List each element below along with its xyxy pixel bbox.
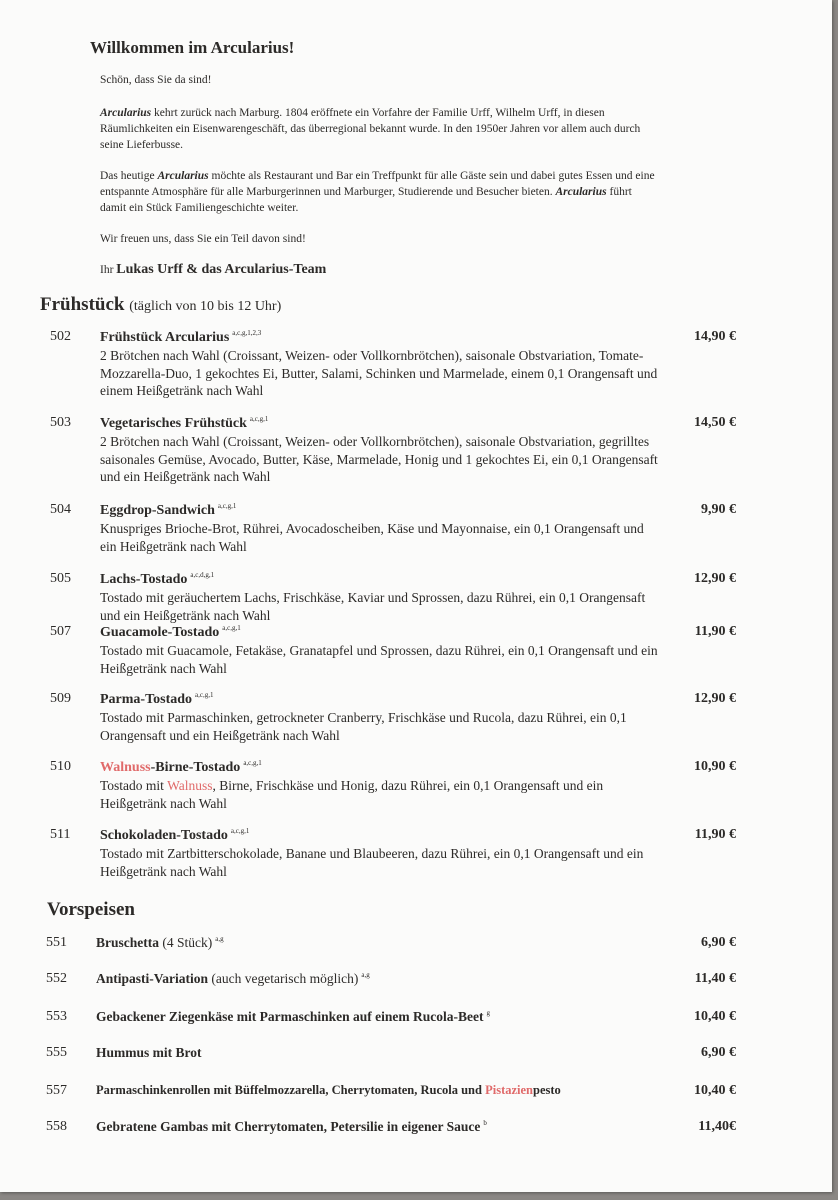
- item-name-text: Bruschetta: [96, 935, 159, 950]
- item-number: 552: [46, 971, 67, 986]
- item-description: 2 Brötchen nach Wahl (Croissant, Weizen- oder Vollkornbrötchen), saisonale Obstvariation, gegrilltes saisonales Gemüse, Avocado, Butter, Käse, Marmelade, Honig und 1 gekochtes Ei, ein 0,1 Orangensaft und ein Heißgetränk nach Wahl: [100, 434, 658, 484]
- item-description: Knuspriges Brioche-Brot, Rührei, Avocadoscheiben, Käse und Mayonnaise, ein 0,1 Orangensaft und ein Heißgetränk nach Wahl: [100, 521, 644, 554]
- item-number: 502: [50, 329, 71, 344]
- item-description: Tostado mit Guacamole, Fetakäse, Granatapfel und Sprossen, dazu Rührei, ein 0,1 Orangensaft und ein Heißgetränk nach Wahl: [100, 643, 658, 676]
- menu-item: [0, 1119, 832, 1139]
- item-name-text: Lachs-Tostado: [100, 572, 188, 587]
- signature-prefix: Ihr: [100, 264, 117, 276]
- item-price: 10,40 €: [694, 1083, 736, 1098]
- item-name-text: Guacamole-Tostado: [100, 625, 220, 640]
- item-name-text: Parmaschinkenrollen mit Büffelmozzarella, Cherrytomaten, Rucola und: [96, 1083, 486, 1097]
- brand-name: Arcularius: [157, 170, 209, 182]
- item-name-text: Antipasti-Variation: [96, 971, 209, 986]
- item-name-text: Gebackener Ziegenkäse mit Parmaschinken auf einem Rucola-Beet: [96, 1009, 484, 1024]
- greeting: Schön, dass Sie da sind!: [100, 74, 212, 86]
- item-name: [100, 415, 268, 432]
- item-name: [100, 624, 241, 641]
- concept-text-end: führt damit ein Stück Familiengeschichte weiter.: [100, 186, 632, 214]
- section-title-text: Frühstück: [40, 294, 125, 315]
- allergen-codes: a,g: [361, 971, 370, 979]
- item-description: [100, 777, 660, 812]
- item-name: [100, 502, 236, 519]
- item-name-text: Vegetarisches Frühstück: [100, 416, 247, 431]
- allergen-codes: a,c,g,1: [217, 502, 237, 510]
- history-paragraph: [100, 105, 660, 153]
- section-title-vorspeisen: Vorspeisen: [47, 899, 135, 920]
- welcome-title: Willkommen im Arcularius!: [90, 38, 295, 57]
- item-name: [100, 691, 214, 708]
- allergen-codes: a,c,g,1: [243, 759, 262, 767]
- concept-text-start: Das heutige: [100, 170, 158, 182]
- signature: [100, 262, 326, 278]
- item-price: 14,50 €: [694, 415, 736, 430]
- item-price: 6,90 €: [701, 935, 736, 950]
- allergen-codes: a,c,g,1: [195, 691, 214, 699]
- item-name-end: pesto: [533, 1083, 561, 1097]
- item-number: 558: [46, 1119, 67, 1134]
- allergen-codes: g: [486, 1009, 490, 1017]
- item-description: 2 Brötchen nach Wahl (Croissant, Weizen- oder Vollkornbrötchen), saisonale Obstvariation, Tomate-Mozzarella-Duo, 1 gekochtes Ei, Butter, Salami, Schinken und Marmelade, einem 0,1 Orangensaft und einem Heißgetränk nach Wahl: [100, 348, 658, 398]
- item-name: [100, 827, 249, 844]
- item-price: 11,90 €: [694, 624, 736, 639]
- item-price: 10,40 €: [694, 1009, 736, 1024]
- item-name-text: Parma-Tostado: [100, 692, 193, 707]
- item-price: 11,40€: [698, 1119, 736, 1134]
- item-price: 12,90 €: [694, 571, 736, 586]
- allergen-codes: a,c,g,1: [222, 624, 241, 632]
- signature-name: Lukas Urff & das Arcularius-Team: [116, 262, 327, 277]
- allergen-codes: a,c,g,1: [249, 415, 269, 423]
- concept-paragraph: [100, 168, 660, 216]
- allergen-codes: b: [483, 1119, 487, 1127]
- item-number: 551: [46, 935, 67, 950]
- item-price: 12,90 €: [694, 691, 736, 706]
- item-name: [96, 1045, 202, 1061]
- item-number: 555: [46, 1045, 67, 1060]
- item-name: [96, 1009, 490, 1025]
- item-name: [96, 971, 370, 987]
- menu-item: [0, 1045, 832, 1065]
- item-number: 507: [50, 624, 71, 639]
- brand-name: Arcularius: [555, 186, 607, 198]
- allergen-highlight: Walnuss: [100, 760, 151, 775]
- allergen-highlight: Walnuss: [167, 778, 213, 793]
- item-number: 557: [46, 1083, 67, 1098]
- item-name-text: Schokoladen-Tostado: [100, 828, 228, 843]
- item-number: 511: [50, 827, 71, 842]
- item-number: 503: [50, 415, 71, 430]
- menu-item: [0, 935, 832, 955]
- item-number: 505: [50, 571, 71, 586]
- item-name: [100, 329, 261, 346]
- item-name-text: Hummus mit Brot: [96, 1045, 202, 1060]
- item-name: [96, 1119, 487, 1135]
- desc-text-end: , Birne, Frischkäse und Honig, dazu Rührei, ein 0,1 Orangensaft und ein Heißgetränk nach Wahl: [100, 778, 604, 811]
- item-number: 504: [50, 502, 71, 517]
- menu-item: [0, 1009, 832, 1029]
- item-price: 10,90 €: [694, 759, 736, 774]
- item-name-text: Eggdrop-Sandwich: [100, 503, 215, 518]
- concept-text-mid: möchte als Restaurant und Bar ein Treffpunkt für alle Gäste sein und dabei gutes Essen und eine entspannte Atmosphäre für alle Marburgerinnen und Marburger, Studierende und Besucher bieten.: [100, 170, 655, 198]
- item-price: 6,90 €: [701, 1045, 736, 1060]
- menu-item: [0, 971, 832, 991]
- item-number: 509: [50, 691, 71, 706]
- section-subtitle: (täglich von 10 bis 12 Uhr): [129, 299, 282, 314]
- item-name-text: -Birne-Tostado: [150, 760, 241, 775]
- allergen-codes: a,c,d,g,1: [190, 571, 215, 579]
- item-price: 14,90 €: [694, 329, 736, 344]
- item-number: 510: [50, 759, 71, 774]
- item-name: [100, 571, 214, 588]
- item-name: [100, 759, 262, 776]
- item-name: [96, 935, 224, 951]
- allergen-codes: a,c,g,1,2,3: [232, 329, 262, 337]
- allergen-codes: a,g: [215, 935, 224, 943]
- item-price: 11,90 €: [694, 827, 736, 842]
- desc-text-start: Tostado mit: [100, 778, 168, 793]
- item-note: (4 Stück): [159, 935, 213, 950]
- allergen-highlight: Pistazien: [485, 1083, 534, 1097]
- item-note: (auch vegetarisch möglich): [208, 971, 359, 986]
- item-description: Tostado mit Zartbitterschokolade, Banane und Blaubeeren, dazu Rührei, ein 0,1 Orangensaft und ein Heißgetränk nach Wahl: [100, 846, 644, 879]
- history-text: kehrt zurück nach Marburg. 1804 eröffnete ein Vorfahre der Familie Urff, Wilhelm Urff, in diesen Räumlichkeiten ein Eisenwarengeschäft, das überregional bekannt wurde. In den 1950er Jahren vor allem auch durch seine Lieferbusse.: [100, 107, 641, 151]
- section-title-fruehstueck: [40, 294, 281, 316]
- item-number: 553: [46, 1009, 67, 1024]
- brand-name: Arcularius: [100, 107, 152, 119]
- item-name: [96, 1083, 561, 1098]
- item-price: 11,40 €: [694, 971, 736, 986]
- allergen-codes: a,c,g,1: [230, 827, 250, 835]
- item-name-text: Frühstück Arcularius: [100, 330, 230, 345]
- item-description: Tostado mit geräuchertem Lachs, Frischkäse, Kaviar und Sprossen, dazu Rührei, ein 0,1 Orangensaft und ein Heißgetränk nach Wahl: [100, 590, 646, 623]
- closing-line: Wir freuen uns, dass Sie ein Teil davon sind!: [100, 233, 306, 245]
- item-description: Tostado mit Parmaschinken, getrockneter Cranberry, Frischkäse und Rucola, dazu Rührei, ein 0,1 Orangensaft und ein Heißgetränk nach Wahl: [100, 710, 627, 743]
- menu-item: [0, 1083, 832, 1103]
- item-name-text: Gebratene Gambas mit Cherrytomaten, Petersilie in eigener Sauce: [96, 1119, 481, 1134]
- item-price: 9,90 €: [701, 502, 736, 517]
